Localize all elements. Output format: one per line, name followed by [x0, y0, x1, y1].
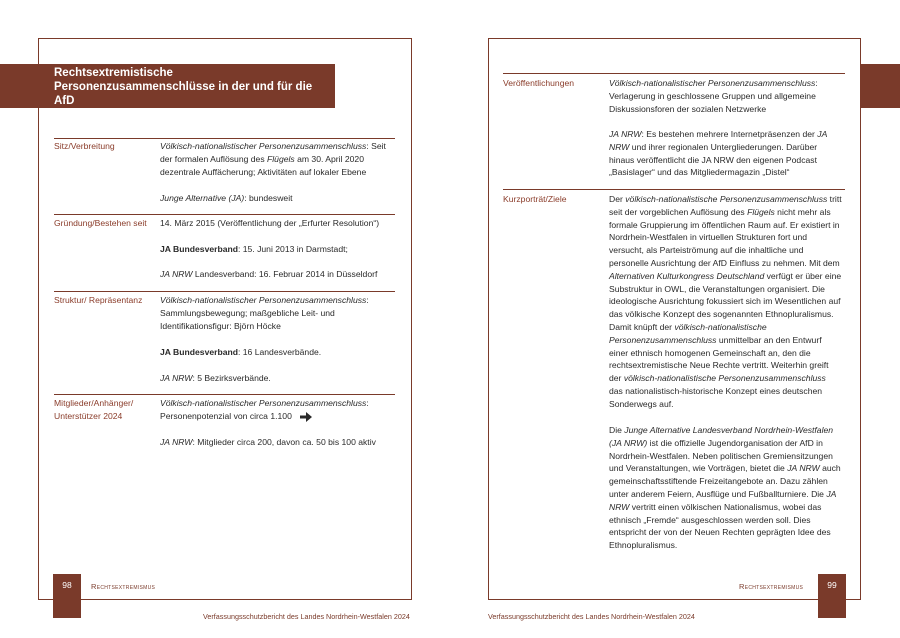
row-text-mitglieder-1 — [160, 397, 392, 423]
row-text-sitz-1: Völkisch-nationalistischer Personenzusammenschluss: Seit der formalen Auflösung des Flügels am 30. April 2020 dezentrale Auffächerung; Aktivitäten auf lokaler Ebene — [160, 141, 386, 177]
table-rule — [503, 189, 845, 190]
table-rule — [503, 73, 845, 74]
row-text-struktur-1: Völkisch-nationalistischer Personenzusammenschluss: Sammlungsbewegung; maßgebliche Leit- und Identifikationsfigur: Björn Höcke — [160, 295, 369, 331]
footer-left: Verfassungsschutzbericht des Landes Nordrhein-Westfalen 2024 — [203, 612, 410, 621]
right-edge-tab — [860, 64, 900, 108]
row-text-kurzportraet-1: Der völkisch-nationalistische Personenzusammenschluss tritt seit der vorgeblichen Auflösung des Flügels nicht mehr als formale Gruppierung im öffentlichen Raum auf. Er existiert in Nordrhein-Westfalen in virtuellen Strukturen fort und versucht, als Parteiströmung auf die inhaltliche und personelle Ausrichtung der AfD Einfluss zu nehmen. Mit dem Alternativen Kulturkongress Deutschland verfügt er über eine Substruktur in OWL, die Veranstaltungen organisiert. Die ideologische Ausrichtung fokussiert sich im Wesentlichen auf das völkische Konzept des sogenannten Ethnopluralismus. Damit knüpft der völkisch-nationalistische Personenzusammenschluss unmittelbar an den Entwurf einer ethnisch homogenen Gemeinschaft an, den die rechtsextremistische Neue Rechte vertritt. Weiterhin greift der völkisch-nationalistische Personenzusammenschluss das nationalistisch-historische Konzept eines deutschen Sonderwegs auf. — [609, 194, 842, 409]
row-label-gruendung: Gründung/Bestehen seit — [54, 218, 147, 228]
row-text-sitz-2: Junge Alternative (JA): bundesweit — [160, 193, 293, 203]
row-label-struktur: Struktur/ Repräsentanz — [54, 295, 143, 305]
page-number-right: 99 — [818, 574, 846, 618]
footer-right: Verfassungsschutzbericht des Landes Nordrhein-Westfalen 2024 — [488, 612, 695, 621]
table-rule — [54, 214, 395, 215]
running-head-left: Rechtsextremismus — [91, 582, 156, 591]
row-text-gruendung-1: 14. März 2015 (Veröffentlichung der „Erfurter Resolution“) — [160, 218, 380, 228]
table-rule — [54, 138, 395, 139]
row-text-gruendung-3: JA NRW Landesverband: 16. Februar 2014 in Düsseldorf — [160, 269, 378, 279]
row-label-kurzportraet: Kurzporträt/Ziele — [503, 194, 567, 204]
row-text-gruendung-2: JA Bundesverband: 15. Juni 2013 in Darmstadt; — [160, 244, 348, 254]
row-text-struktur-3: JA NRW: 5 Bezirksverbände. — [160, 373, 271, 383]
row-text-mitglieder-1-content: Völkisch-nationalistischer Personenzusammenschluss: Personenpotenzial von circa 1.100 — [160, 398, 369, 421]
row-text-veroeffentlichungen-2: JA NRW: Es bestehen mehrere Internetpräsenzen der JA NRW und ihrer regionalen Untergliederungen. Darüber hinaus veröffentlicht die JA NRW den eigenen Podcast „Basislager“ und das Mitgliedermagazin „Distel“ — [609, 129, 827, 178]
arrow-right-icon — [300, 412, 312, 422]
table-rule — [54, 291, 395, 292]
table-rule — [54, 394, 395, 395]
page-heading: Rechtsextremistische Personenzusammenschlüsse in der und für die AfD — [54, 67, 313, 107]
row-text-kurzportraet-2: Die Junge Alternative Landesverband Nordrhein-Westfalen (JA NRW) ist die offizielle Jugendorganisation der AfD in Nordrhein-Westfalen. Neben politischen Gremiensitzungen und Veranstaltungen, wie Vorträgen, bietet die JA NRW auch gemeinschaftsstiftende Freizeitangebote an. Dazu zählen unter anderem Feiern, Ausflüge und Fußballturniere. Die JA NRW vertritt einen völkischen Nationalismus, wobei das ethnisch „Fremde“ ausgeschlossen werden soll. Dies entspricht der von der Neuen Rechten geprägten Idee des Ethnopluralismus. — [609, 425, 841, 551]
running-head-right: Rechtsextremismus — [739, 582, 804, 591]
row-label-veroeffentlichungen: Veröffentlichungen — [503, 78, 575, 88]
row-text-mitglieder-2: JA NRW: Mitglieder circa 200, davon ca. 50 bis 100 aktiv — [160, 437, 376, 447]
row-label-sitz: Sitz/Verbreitung — [54, 141, 115, 151]
row-text-struktur-2: JA Bundesverband: 16 Landesverbände. — [160, 347, 322, 357]
row-label-mitglieder: Mitglieder/Anhänger/ Unterstützer 2024 — [54, 398, 134, 421]
page-number-left: 98 — [53, 574, 81, 618]
row-text-veroeffentlichungen-1: Völkisch-nationalistischer Personenzusammenschluss: Verlagerung in geschlossene Gruppen und allgemeine Diskussionsforen der sozialen Netzwerke — [609, 78, 818, 114]
